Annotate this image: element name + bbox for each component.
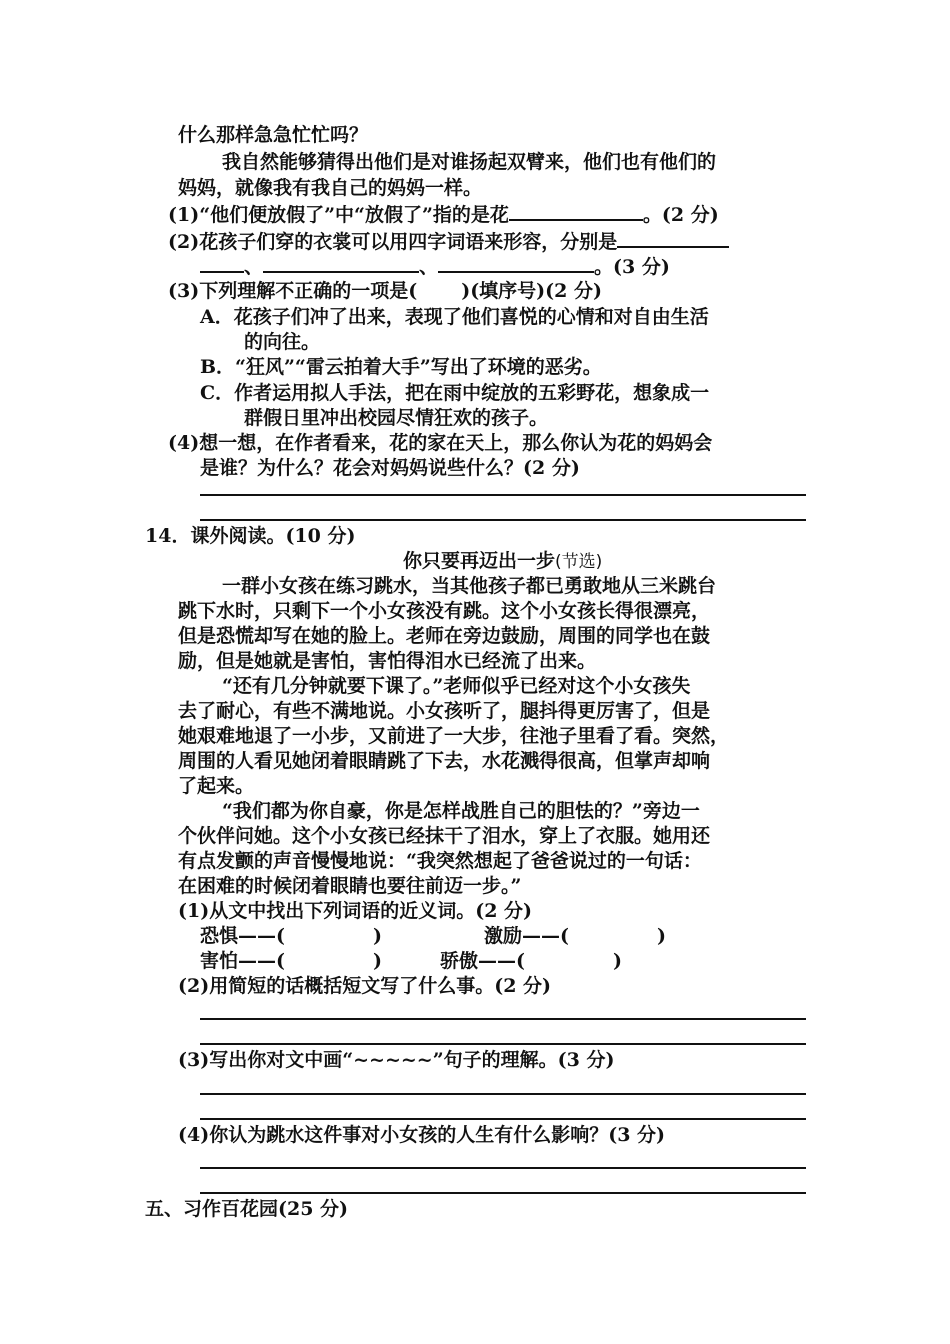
- synonym-prompt: 害怕——(: [200, 950, 285, 972]
- question-text: (3)下列理解不正确的一项是(: [168, 280, 418, 302]
- reading-line: 个伙伴问她。这个小女孩已经抹干了泪水，穿上了衣服。她用还: [178, 825, 711, 847]
- reading-line: 励，但是她就是害怕，害怕得泪水已经流了出来。: [178, 650, 597, 672]
- reading-line: 跳下水时，只剩下一个小女孩没有跳。这个小女孩长得很漂亮，: [178, 600, 711, 622]
- option-a: A．花孩子们冲了出来，表现了他们喜悦的心情和对自由生活: [200, 306, 709, 328]
- question-14-heading: 14．课外阅读。(10 分): [145, 525, 356, 547]
- question-13-4-continued: 是谁？为什么？花会对妈妈说些什么？(2 分): [200, 457, 580, 479]
- answer-paren[interactable]: [417, 279, 461, 297]
- option-a-continued: 的向往。: [244, 331, 321, 353]
- reading-line: 了起来。: [178, 775, 255, 797]
- option-c: C．作者运用拟人手法，把在雨中绽放的五彩野花，想象成一: [200, 382, 710, 404]
- answer-blank[interactable]: [200, 253, 244, 273]
- reading-line: 有点发颤的声音慢慢地说：“我突然想起了爸爸说过的一句话：: [178, 850, 702, 872]
- question-14-4: (4)你认为跳水这件事对小女孩的人生有什么影响？(3 分): [178, 1124, 666, 1146]
- question-14-1: (1)从文中找出下列词语的近义词。(2 分): [178, 900, 533, 922]
- question-score: 。(3 分): [594, 256, 670, 278]
- reading-line: 她艰难地退了一小步，又前进了一大步，往池子里看了看。突然，: [178, 725, 730, 747]
- reading-line: “我们都为你自豪，你是怎样战胜自己的胆怯的？”旁边一: [222, 800, 700, 822]
- answer-line[interactable]: [200, 1167, 806, 1169]
- question-text: )(填序号)(2 分): [461, 280, 602, 302]
- paren-close: ): [373, 925, 382, 947]
- question-14-3: (3)写出你对文中画“~~~~~”句子的理解。(3 分): [178, 1049, 615, 1071]
- synonym-row-1b: [484, 924, 666, 948]
- question-13-2: [168, 228, 729, 254]
- answer-line[interactable]: [200, 519, 806, 521]
- reading-line: 在困难的时候闭着眼睛也要往前迈一步。”: [178, 875, 522, 897]
- paren-close: ): [657, 925, 666, 947]
- reading-line: 但是恐慌却写在她的脸上。老师在旁边鼓励，周围的同学也在鼓: [178, 625, 711, 647]
- answer-blank[interactable]: [509, 201, 643, 221]
- reading-title-note: (节选): [555, 552, 603, 572]
- answer-line[interactable]: [200, 1018, 806, 1020]
- question-14-2: (2)用简短的话概括短文写了什么事。(2 分): [178, 975, 552, 997]
- question-13-4: (4)想一想，在作者看来，花的家在天上，那么你认为花的妈妈会: [168, 432, 713, 454]
- synonym-row-1: [200, 924, 382, 948]
- synonym-prompt: 骄傲——(: [440, 950, 525, 972]
- synonym-row-2b: [440, 949, 622, 973]
- synonym-row-2: [200, 949, 382, 973]
- question-text: (1)“他们便放假了”中“放假了”指的是花: [168, 204, 509, 226]
- question-13-1: [168, 201, 719, 227]
- paren-close: ): [373, 950, 382, 972]
- answer-blank[interactable]: [263, 253, 419, 273]
- reading-title: [403, 549, 602, 574]
- reading-line: “还有几分钟就要下课了。”老师似乎已经对这个小女孩失: [222, 675, 691, 697]
- answer-line[interactable]: [200, 1192, 806, 1194]
- separator: 、: [244, 256, 264, 278]
- question-score: 。(2 分): [642, 204, 719, 226]
- answer-blank[interactable]: [617, 228, 729, 248]
- reading-line: 一群小女孩在练习跳水，当其他孩子都已勇敢地从三米跳台: [222, 575, 717, 597]
- paren-close: ): [613, 950, 622, 972]
- question-13-2-continued: [200, 253, 670, 279]
- question-text: (2)花孩子们穿的衣裳可以用四字词语来形容，分别是: [168, 231, 618, 253]
- separator: 、: [419, 256, 439, 278]
- answer-line[interactable]: [200, 1043, 806, 1045]
- answer-line[interactable]: [200, 1093, 806, 1095]
- synonym-prompt: 恐惧——(: [200, 925, 285, 947]
- section-5-heading: 五、习作百花园(25 分): [145, 1198, 349, 1220]
- reading-title-text: 你只要再迈出一步: [403, 550, 556, 572]
- passage-line: 妈妈，就像我有我自己的妈妈一样。: [178, 177, 483, 199]
- reading-line: 去了耐心，有些不满地说。小女孩听了，腿抖得更厉害了，但是: [178, 700, 711, 722]
- question-13-3: [168, 279, 602, 303]
- answer-line[interactable]: [200, 494, 806, 496]
- answer-blank[interactable]: [438, 253, 594, 273]
- synonym-prompt: 激励——(: [484, 925, 569, 947]
- option-c-continued: 群假日里冲出校园尽情狂欢的孩子。: [244, 407, 549, 429]
- reading-line: 周围的人看见她闭着眼睛跳了下去，水花溅得很高，但掌声却响: [178, 750, 711, 772]
- answer-line[interactable]: [200, 1118, 806, 1120]
- option-b: B．“狂风”“雷云拍着大手”写出了环境的恶劣。: [200, 356, 602, 378]
- passage-line: 我自然能够猜得出他们是对谁扬起双臂来，他们也有他们的: [222, 151, 717, 173]
- passage-line: 什么那样急急忙忙吗？: [178, 124, 369, 146]
